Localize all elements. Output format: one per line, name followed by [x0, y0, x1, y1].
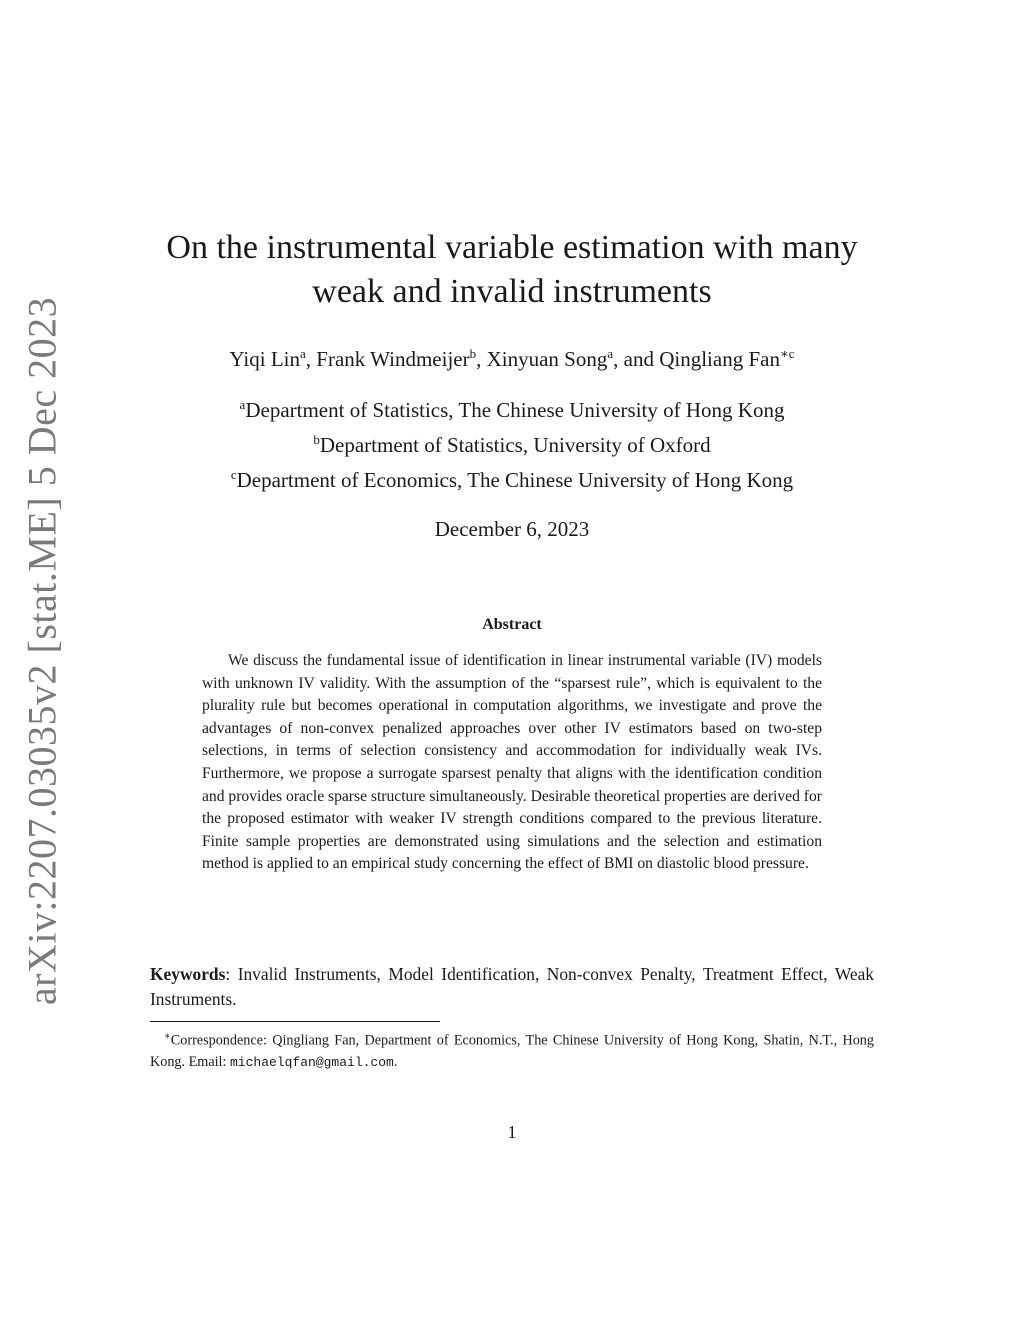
paper-date: December 6, 2023 [434, 517, 590, 541]
affiliation-text: Department of Statistics, University of Oxford [319, 433, 711, 457]
affiliation-mark: b [313, 432, 320, 447]
abstract-heading: Abstract [482, 616, 542, 633]
author-name: Qingliang Fan [659, 347, 780, 371]
author-name: Xinyuan Song [486, 347, 608, 371]
affiliation-text: Department of Economics, The Chinese University of Hong Kong [236, 468, 794, 492]
footnote-end: . [393, 1053, 398, 1070]
author-separator: , [476, 347, 487, 371]
author-list [150, 340, 874, 373]
affiliation-text: Department of Statistics, The Chinese University of Hong Kong [245, 398, 785, 422]
email-address[interactable]: michaelqfan@gmail.com [230, 1054, 394, 1070]
author-separator: , [305, 347, 317, 371]
author-name: Frank Windmeijer [316, 347, 470, 371]
affiliation-list [150, 390, 874, 495]
author-affil-mark: b [469, 346, 477, 361]
affiliation-item [150, 390, 874, 425]
arxiv-identifier: arXiv:2207.03035v2 [stat.ME] 5 Dec 2023 [19, 296, 65, 1006]
paper-title [150, 226, 874, 314]
affiliation-mark: a [239, 397, 246, 412]
abstract-text: We discuss the fundamental issue of identification in linear instrumental variable (IV) models with unknown IV validity. With the assumption of the “sparsest rule”, which is equivalent to the plurality rule but becomes operational in computation algorithms, we investigate and prove the advantages of non-convex penalized approaches over other IV estimators based on two-step selections, in terms of selection consistency and accommodation for individually weak IVs. Furthermore, we propose a surrogate sparsest penalty that aligns with the identification condition and provides oracle sparse structure simultaneously. Desirable theoretical properties are derived for the proposed estimator with weaker IV strength conditions compared to the previous literature. Finite sample properties are demonstrated using simulations and the selection and estimation method is applied to an empirical study concerning the effect of BMI on diastolic blood pressure. [202, 652, 822, 873]
title-line-2: weak and invalid instruments [312, 273, 712, 310]
author-affil-mark: ∗c [779, 346, 795, 361]
author-affil-mark: a [300, 346, 306, 361]
affiliation-item [150, 460, 874, 495]
affiliation-mark: c [230, 467, 237, 482]
footnote-mark: ∗ [164, 1031, 171, 1042]
page-number: 1 [507, 1122, 517, 1142]
footnote-text: Correspondence: Qingliang Fan, Department of Economics, The Chinese University of Hong Kong, Shatin, N.T., Hong Kong. Email: [150, 1032, 874, 1070]
affiliation-item [150, 425, 874, 460]
keywords-text: Invalid Instruments, Model Identification, Non-convex Penalty, Treatment Effect, Weak Instruments. [150, 964, 874, 1009]
title-line-1: On the instrumental variable estimation with many [166, 229, 858, 266]
author-affil-mark: a [607, 346, 614, 361]
keywords-paragraph [150, 962, 874, 1012]
arxiv-stamp [0, 0, 80, 1325]
author-name: Yiqi Lin [229, 347, 300, 371]
keywords-separator: : [225, 964, 238, 984]
keywords-label: Keywords [150, 964, 226, 984]
correspondence-footnote [150, 1026, 874, 1073]
footnote-divider [150, 1021, 440, 1022]
author-separator: , and [613, 347, 660, 371]
